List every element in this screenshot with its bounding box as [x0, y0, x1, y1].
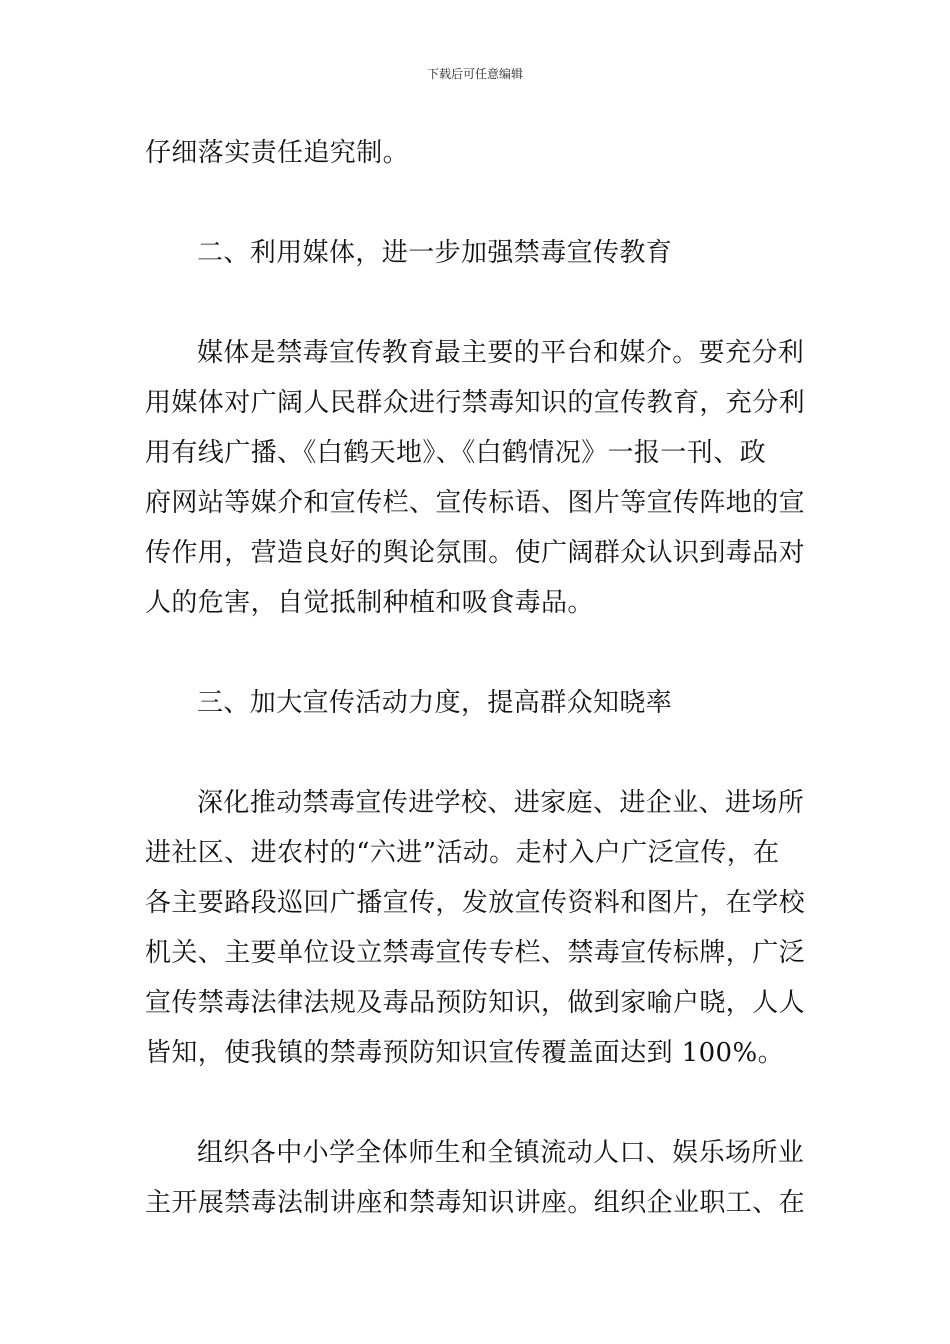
section-heading-2: 二、利用媒体，进一步加强禁毒宣传教育: [197, 238, 673, 268]
text-line: 人的危害，自觉抵制种植和吸食毒品。: [145, 588, 594, 618]
text-line: 组织各中小学全体师生和全镇流动人口、娱乐场所业: [197, 1138, 805, 1168]
text-line: 媒体是禁毒宣传教育最主要的平台和媒介。要充分利: [197, 338, 805, 368]
page-header: 下载后可任意编辑: [426, 67, 523, 81]
text-line: 机关、主要单位设立禁毒宣传专栏、禁毒宣传标牌，广泛: [145, 938, 806, 968]
text-line: 传作用，营造良好的舆论氛围。使广阔群众认识到毒品对: [145, 538, 806, 568]
paragraph-lectures: [145, 1128, 810, 1228]
paragraph-six-entries: [145, 778, 810, 1078]
text-line: 府网站等媒介和宣传栏、宣传标语、图片等宣传阵地的宣: [145, 488, 806, 518]
text-line: 用有线广播、《白鹤天地》、《白鹤情况》一报一刊、政: [145, 438, 767, 468]
text-line: 宣传禁毒法律法规及毒品预防知识，做到家喻户晓，人人: [145, 988, 806, 1018]
paragraph-media: [145, 328, 810, 628]
text-line: 进社区、进农村的“六进”活动。走村入户广泛宣传，在: [145, 838, 780, 868]
text-line: 各主要路段巡回广播宣传，发放宣传资料和图片，在学校: [145, 888, 806, 918]
text-line: 皆知，使我镇的禁毒预防知识宣传覆盖面达到 100%。: [145, 1038, 784, 1068]
text-line: 主开展禁毒法制讲座和禁毒知识讲座。组织企业职工、在: [145, 1188, 806, 1218]
section-heading-3: 三、加大宣传活动力度，提高群众知晓率: [197, 688, 673, 718]
paragraph-continuation: 仔细落实责任追究制。: [145, 138, 410, 168]
text-line: 深化推动禁毒宣传进学校、进家庭、进企业、进场所: [197, 788, 805, 818]
text-line: 用媒体对广阔人民群众进行禁毒知识的宣传教育，充分利: [145, 388, 806, 418]
document-body: [145, 128, 810, 1228]
